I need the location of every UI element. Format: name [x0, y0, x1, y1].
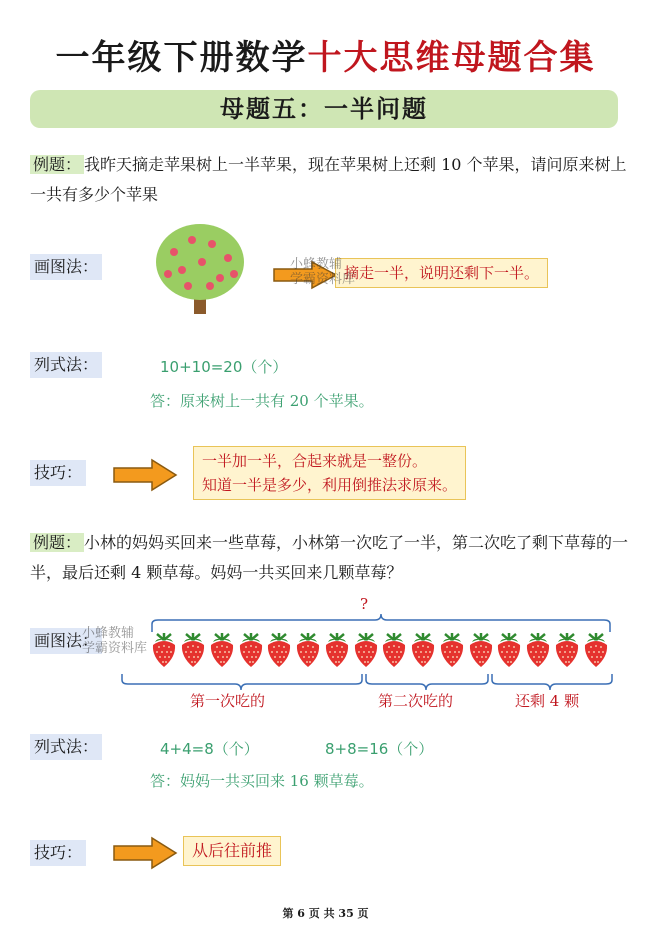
strawberry-icon: [295, 632, 321, 668]
example2-answer: 答：妈妈一共买回来 16 颗草莓。: [150, 772, 374, 790]
strawberry-icon: [324, 632, 350, 668]
example2-formula1: 4+4=8（个）: [160, 740, 259, 758]
example2-text: 小林的妈妈买回来一些草莓，小林第一次吃了一半，第二次吃了剩下草莓的一半，最后还剩 4 颗草莓。妈妈一共买回来几颗草莓？: [30, 533, 629, 582]
example2-formula-label: 列式法：: [30, 734, 102, 760]
example1-answer: 答：原来树上一共有 20 个苹果。: [150, 392, 374, 410]
example1-question: [30, 150, 630, 210]
example1-tip-line1: 一半加一半，合起来就是一整份。: [202, 452, 428, 470]
total-brace: [150, 612, 612, 634]
title-part1: 一年级下册数学: [55, 38, 308, 78]
section-banner: 母题五：一半问题: [30, 90, 618, 128]
arrow-right-icon: [112, 458, 178, 492]
example2-tip-label: 技巧：: [30, 840, 86, 866]
example2-formula2: 8+8=16（个）: [325, 740, 434, 758]
example1-draw-note: 摘走一半，说明还剩下一半。: [335, 258, 548, 288]
watermark-line2: 学霸资料库: [82, 641, 148, 656]
strawberry-icon: [381, 632, 407, 668]
example2-tip-box: 从后往前推: [183, 836, 281, 866]
strawberry-icon: [583, 632, 609, 668]
watermark: [82, 626, 147, 656]
strawberry-icon: [410, 632, 436, 668]
strawberry-icon: [353, 632, 379, 668]
strawberry-icon: [525, 632, 551, 668]
example1-tip-line2: 知道一半是多少，利用倒推法求原来。: [202, 476, 458, 494]
watermark: [290, 257, 355, 287]
arrow-right-icon: [112, 836, 178, 870]
strawberry-icon: [439, 632, 465, 668]
title-part2: 十大思维母题合集: [307, 38, 596, 78]
strawberry-icon: [554, 632, 580, 668]
example1-draw-label: 画图法：: [30, 254, 102, 280]
example2-label: 例题：: [30, 533, 84, 552]
strawberry-icon: [151, 632, 177, 668]
segment-label-remaining: 还剩 4 颗: [515, 692, 580, 710]
strawberry-icon: [209, 632, 235, 668]
strawberry-icon: [266, 632, 292, 668]
strawberry-icon: [238, 632, 264, 668]
page-footer: 第 6 页 共 35 页: [282, 907, 369, 920]
watermark-line1: 小蜂教辅: [82, 626, 135, 641]
watermark-line1: 小蜂教辅: [290, 257, 343, 272]
strawberry-row: [150, 632, 610, 672]
example2-draw-label: 画图法：: [30, 628, 102, 654]
watermark-line2: 学霸资料库: [290, 272, 356, 287]
example1-formula-label: 列式法：: [30, 352, 102, 378]
question-mark: ?: [360, 595, 369, 613]
example1-label: 例题：: [30, 155, 84, 174]
apple-tree-icon: [152, 222, 248, 314]
example1-formula: 10+10=20（个）: [160, 358, 288, 376]
strawberry-icon: [496, 632, 522, 668]
strawberry-icon: [468, 632, 494, 668]
example2-question: [30, 528, 630, 588]
segment-label-first: 第一次吃的: [190, 692, 266, 710]
strawberry-icon: [180, 632, 206, 668]
example1-tip-box: [193, 446, 466, 500]
segment-braces: [120, 672, 615, 692]
page-title: [0, 30, 651, 79]
example1-text: 我昨天摘走苹果树上一半苹果，现在苹果树上还剩 10 个苹果，请问原来树上一共有多少个苹果: [30, 155, 627, 204]
example1-tip-label: 技巧：: [30, 460, 86, 486]
segment-label-second: 第二次吃的: [378, 692, 454, 710]
